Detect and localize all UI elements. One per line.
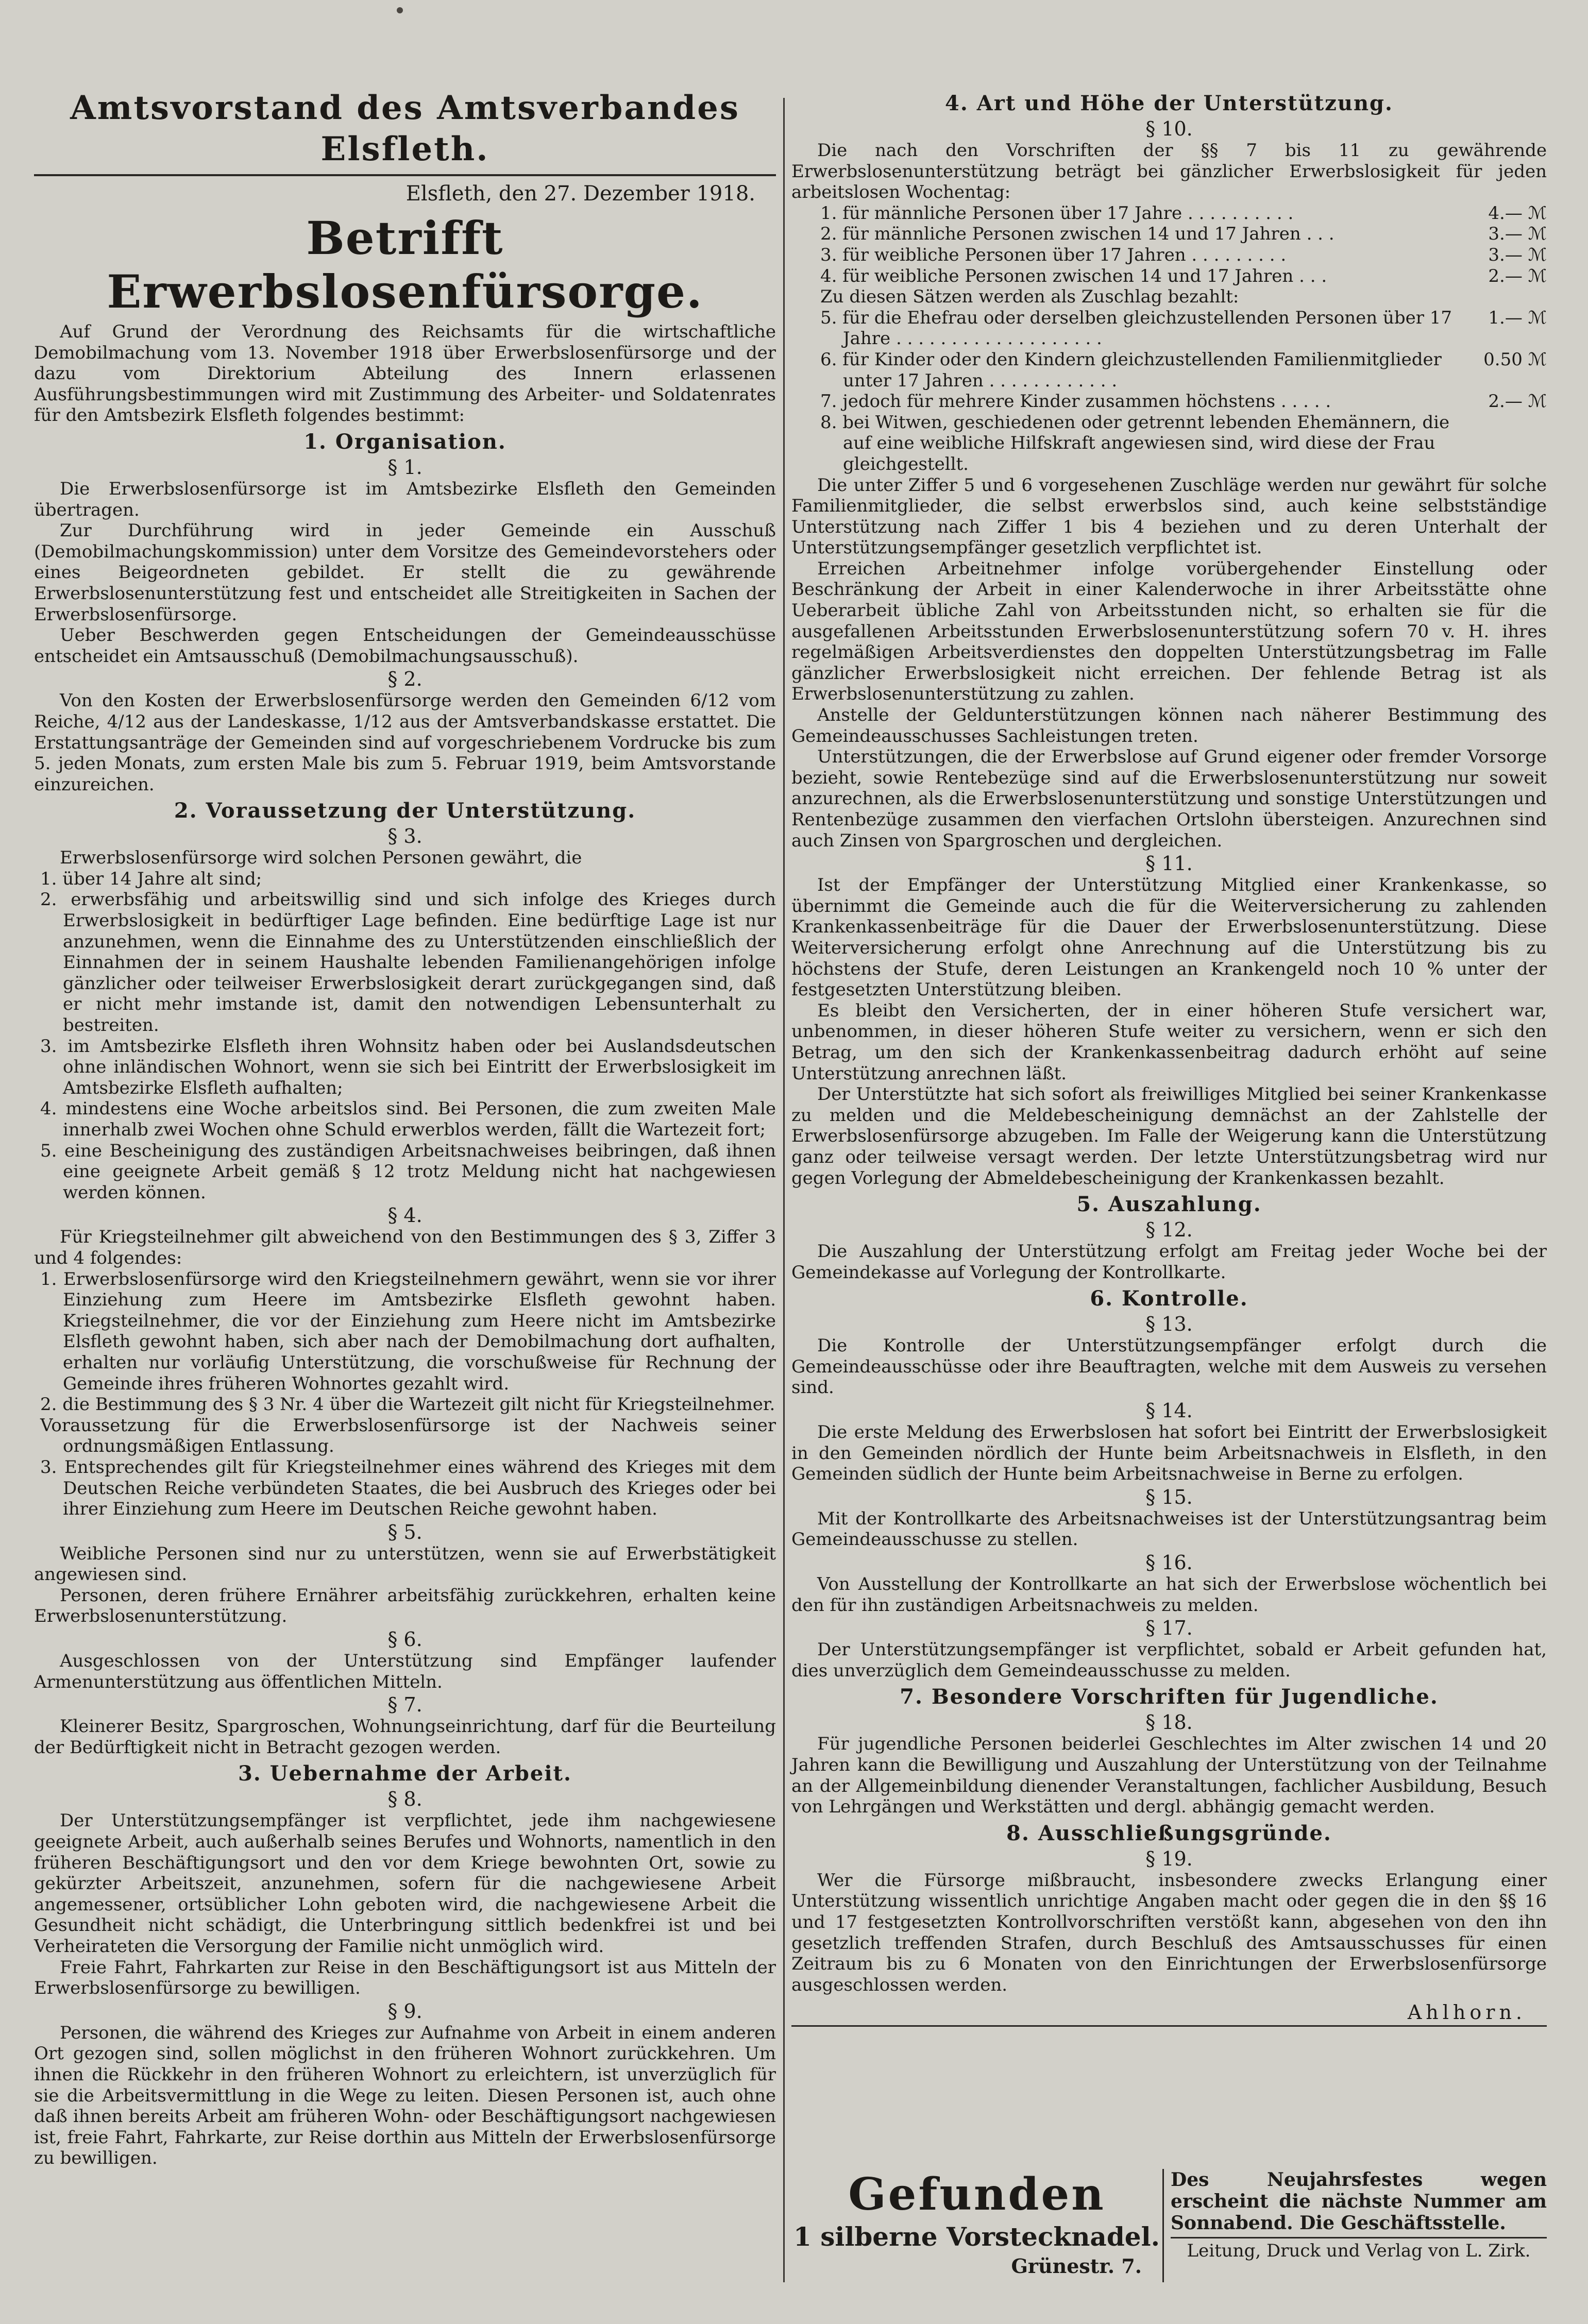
paragraph-number: § 14.: [1145, 1399, 1193, 1422]
section-heading-4: 4. Art und Höhe der Unterstützung.: [945, 91, 1393, 115]
dateline: Elsfleth, den 27. Dezember 1918.: [406, 182, 755, 206]
publisher-notice: [1171, 2169, 1547, 2263]
rate-amount: [1469, 412, 1547, 475]
paragraph-number: § 6.: [387, 1628, 423, 1651]
found-address: Grünestr. 7.: [1011, 2254, 1142, 2278]
paragraph-text: Für Kriegsteilnehmer gilt abweichend von den Bestimmungen des § 3, Ziffer 3 und 4 folgendes:: [34, 1227, 776, 1268]
paragraph-text: Die erste Meldung des Erwerbslosen hat sofort bei Eintritt der Erwerbslosigkeit in den Gemeinden nördlich der Hunte beim Arbeitsnachweis in Elsfleth, in den Gemeinden südlich der Hunte beim Arbeitsnachweise in Berne zu erfolgen.: [791, 1422, 1547, 1485]
paragraph-text: Von Ausstellung der Kontrollkarte an hat sich der Erwerbslose wöchentlich bei den für ihn zuständigen Arbeitsnachweis zu melden.: [791, 1574, 1547, 1616]
paragraph-text: Von den Kosten der Erwerbslosenfürsorge werden den Gemeinden 6/12 vom Reiche, 4/12 aus der Landeskasse, 1/12 aus der Amtsverbandskasse erstattet. Die Erstattungsanträge der Gemeinden sind auf vorgeschriebenem Vordrucke bis zum 5. jeden Monats, zum ersten Male bis zum 5. Februar 1919, beim Amtsvorstande einzureichen.: [34, 690, 776, 795]
rate-label: 4. für weibliche Personen zwischen 14 und 17 Jahren . . .: [820, 265, 1327, 286]
paragraph-number: § 8.: [387, 1788, 423, 1811]
authority-header: Amtsvorstand des Amtsverbandes Elsfleth.: [34, 88, 776, 176]
rate-amount: 4.— ℳ: [1488, 202, 1547, 224]
rate-label: 6. für Kinder oder den Kindern gleichzustellenden Familienmitglieder unter 17 Jahren . . . . . . . . . . . .: [820, 349, 1442, 391]
paragraph-number: § 5.: [387, 1520, 423, 1543]
paragraph-text: Unterstützungen, die der Erwerbslose auf Grund eigener oder fremder Vorsorge bezieht, sowie Rentebezüge sind auf die Erwerbslosenunterstützung nur soweit anzurechnen, als die Erwerbslosenunterstützung und sonstige Unterstützungen und Rentenbezüge zusammen den vierfachen Ortslohn übersteigen. Anzurechnen sind auch Zinsen von Spargroschen und dergleichen.: [791, 747, 1547, 851]
paragraph-text: Freie Fahrt, Fahrkarten zur Reise in den Beschäftigungsort ist aus Mitteln der Erwerbslosenfürsorge zu bewilligen.: [34, 1957, 776, 1999]
paragraph-text: Für jugendliche Personen beiderlei Geschlechtes im Alter zwischen 14 und 20 Jahren kann die Bewilligung und Auszahlung der Unterstützung von der Teilnahme an der Allgemeinbildung dienender Veranstaltungen, fachlicher Ausbildung, Besuch von Lehrgängen und Werkstätten und dergl. abhängig gemacht werden.: [791, 1734, 1547, 1818]
paragraph-number: § 1.: [387, 455, 423, 479]
intro-text: Auf Grund der Verordnung des Reichsamts für die wirtschaftliche Demobilmachung vom 13. November 1918 über Erwerbslosenfürsorge und der dazu vom Direktorium Abteilung des Innern erlassenen Ausführungsbestimmungen wird mit Zustimmung des Arbeiter- und Soldatenrates für den Amtsbezirk Elsfleth folgendes bestimmt:: [34, 321, 776, 426]
paragraph-text: Ueber Beschwerden gegen Entscheidungen der Gemeindeausschüsse entscheidet ein Amtsausschuß (Demobilmachungsausschuß).: [34, 625, 776, 667]
paragraph-number: § 2.: [387, 668, 423, 691]
found-ad: [791, 2169, 1164, 2282]
holiday-notice: Des Neujahrsfestes wegen erscheint die nächste Nummer am Sonnabend. Die Geschäftsstelle.: [1171, 2169, 1547, 2234]
list-item: 2. erwerbsfähig und arbeitswillig sind und sich infolge des Krieges durch Erwerbslosigkeit in bedürftiger Lage befinden. Eine bedürftige Lage ist nur anzunehmen, wenn die Einnahme des zu Unterstützenden einschließlich der Einnahmen der in seinem Haushalte lebenden Familienangehörigen infolge gänzlicher oder teilweiser Erwerbslosigkeit derart zurückgegangen sind, daß er nicht mehr imstande ist, damit den notwendigen Lebensunterhalt zu bestreiten.: [40, 889, 776, 1036]
rate-amount: 2.— ℳ: [1488, 265, 1547, 286]
paragraph-text: Die unter Ziffer 5 und 6 vorgesehenen Zuschläge werden nur gewährt für solche Familienmitglieder, die selbst erwerbslos sind, auch keine selbstständige Unterstützung nach Ziffer 1 bis 4 beziehen und zu deren Unterhalt der Unterstützungsempfänger gesetzlich verpflichtet ist.: [791, 474, 1547, 558]
signature: Ahlhorn.: [791, 1999, 1547, 2027]
paragraph-text: Der Unterstützungsempfänger ist verpflichtet, jede ihm nachgewiesene geeignete Arbeit, auch außerhalb seines Berufes und Wohnorts, namentlich in den früheren Beschäftigungsort und den vor dem Kriege bewohnten Ort, sowie zu gekürzter Arbeitszeit, anzunehmen, sofern für die nachgewiesene Arbeit angemessener, ortsüblicher Lohn geboten wird, die nachgewiesene Arbeit die Gesundheit nicht schädigt, die Unterbringung sittlich bedenkfrei ist und bei Verheirateten die Versorgung der Familie nicht unmöglich wird.: [34, 1810, 776, 1957]
section-heading-3: 3. Uebernahme der Arbeit.: [238, 1761, 572, 1786]
rate-label: 3. für weibliche Personen über 17 Jahren . . . . . . . . .: [820, 244, 1287, 265]
paragraph-text: Erreichen Arbeitnehmer infolge vorübergehender Einstellung oder Beschränkung der Arbeit in einer Kalenderwoche in ihrer Arbeitsstätte ohne Ueberarbeit übliche Zahl von Arbeitsstunden nicht, so erhalten sie für die ausgefallenen Arbeitsstunden Erwerbslosenunterstützung sofern 70 v. H. ihres regelmäßigen Arbeitsverdienstes den doppelten Unterstützungsbetrag im Falle gänzlicher Erwerbslosigkeit nicht erreichen. Der fehlende Betrag ist als Erwerbslosenunterstützung zu zahlen.: [791, 558, 1547, 705]
rate-note-text: Zu diesen Sätzen werden als Zuschlag bezahlt:: [820, 286, 1239, 308]
rate-amount: 3.— ℳ: [1488, 244, 1547, 265]
section-heading-5: 5. Auszahlung.: [1076, 1192, 1262, 1217]
column-divider: [783, 98, 785, 2282]
paragraph-text: Wer die Fürsorge mißbraucht, insbesondere zwecks Erlangung einer Unterstützung wissentlich unrichtige Angaben macht oder gegen die in den §§ 16 und 17 festgesetzten Kontrollvorschriften verstößt kann, abgesehen von den ihn gesetzlich treffenden Strafen, durch Beschluß des Amtsausschusses für einen Zeitraum bis zu 6 Monaten von den Einrichtungen der Erwerbslosenfürsorge ausgeschlossen werden.: [791, 1870, 1547, 1995]
found-heading: Gefunden: [848, 2168, 1106, 2220]
rate-row: [791, 349, 1547, 391]
section-heading-7: 7. Besondere Vorschriften für Jugendliche.: [900, 1685, 1439, 1709]
left-column: [34, 88, 776, 2169]
rate-label: 1. für männliche Personen über 17 Jahre . . . . . . . . . .: [820, 202, 1294, 224]
right-column: [791, 88, 1547, 2027]
list-item: 1. Erwerbslosenfürsorge wird den Kriegsteilnehmern gewährt, wenn sie vor ihrer Einziehung zum Heere im Amtsbezirke Elsfleth gewohnt haben. Kriegsteilnehmer, die vor der Einziehung zum Heere nicht im Amtsbezirke Elsfleth gewohnt haben, sich aber nach der Demobilmachung dort aufhalten, erhalten nur vorläufig Unterstützung, die vorschußweise für Rechnung der Gemeinde ihres früheren Wohnortes gezahlt wird.: [40, 1268, 776, 1394]
footer-ads: [791, 2169, 1547, 2282]
section-heading-1: 1. Organisation.: [303, 429, 506, 454]
rate-amount: 2.— ℳ: [1488, 391, 1547, 412]
rate-label: 7. jedoch für mehrere Kinder zusammen höchstens . . . . .: [820, 391, 1331, 412]
rate-row: [791, 245, 1547, 266]
paragraph-number: § 11.: [1145, 852, 1193, 875]
paragraph-number: § 12.: [1145, 1218, 1193, 1242]
paragraph-number: § 17.: [1145, 1617, 1193, 1640]
paragraph-number: § 16.: [1145, 1551, 1193, 1574]
paragraph-text: Der Unterstützungsempfänger ist verpflichtet, sobald er Arbeit gefunden hat, dies unverzüglich dem Gemeindeausschusse zu melden.: [791, 1639, 1547, 1681]
rate-label: 5. für die Ehefrau oder derselben gleichzustellenden Personen über 17 Jahre . . . . . . . . . . . . . . . . . . .: [820, 307, 1452, 349]
list-item: 2. die Bestimmung des § 3 Nr. 4 über die Wartezeit gilt nicht für Kriegsteilnehmer.: [40, 1394, 775, 1415]
list-item: 3. Entsprechendes gilt für Kriegsteilnehmer eines während des Krieges mit dem Deutschen Reiche verbündeten Staates, die bei Ausbruch des Krieges oder bei ihrer Einziehung zum Heere im Deutschen Reiche gewohnt haben.: [40, 1456, 776, 1520]
paragraph-number: § 18.: [1145, 1711, 1193, 1734]
paragraph-text: Es bleibt den Versicherten, der in einer höheren Stufe versichert war, unbenommen, in dieser höheren Stufe weiter zu versichern, wenn er sich den Betrag, um den sich der Krankenkassenbeitrag dadurch erhöht auf seine Unterstützung anrechnen läßt.: [791, 1000, 1547, 1084]
rate-amount: 0.50 ℳ: [1483, 349, 1547, 370]
rate-amount: 1.— ℳ: [1488, 307, 1547, 328]
paragraph-text: Personen, deren frühere Ernährer arbeitsfähig zurückkehren, erhalten keine Erwerbslosenunterstützung.: [34, 1585, 776, 1627]
paragraph-number: § 19.: [1145, 1847, 1193, 1870]
list-item: 1. über 14 Jahre alt sind;: [40, 868, 262, 889]
paragraph-text: Mit der Kontrollkarte des Arbeitsnachweises ist der Unterstützungsantrag beim Gemeindeausschusse zu stellen.: [791, 1508, 1547, 1550]
paragraph-text: Der Unterstützte hat sich sofort als freiwilliges Mitglied bei seiner Krankenkasse zu melden und die Meldebescheinigung demnächst an der Zahlstelle der Erwerbslosenfürsorge abzugeben. Im Falle der Weigerung kann die Unterstützung ganz oder teilweise versagt werden. Der letzte Unterstützungsbetrag wird nur gegen Vorlegung der Abmeldebescheinigung der Krankenkassen bezahlt.: [791, 1084, 1547, 1189]
paragraph-text: Kleinerer Besitz, Spargroschen, Wohnungseinrichtung, darf für die Beurteilung der Bedürftigkeit nicht in Betracht gezogen werden.: [34, 1716, 776, 1758]
paragraph-text: Erwerbslosenfürsorge wird solchen Personen gewährt, die: [60, 847, 582, 869]
conditions-list: [34, 869, 776, 1203]
ink-dot: [397, 7, 403, 13]
rate-row: [791, 203, 1547, 224]
paragraph-text: Ist der Empfänger der Unterstützung Mitglied einer Krankenkasse, so übernimmt die Gemeinde auch die für die Weiterversicherung zu zahlenden Krankenkassenbeiträge für die Dauer der Erwerbslosenunterstützung. Diese Weiterversicherung erfolgt ohne Anrechnung auf die Unterstützung bis zu höchstens der Stufe, deren Leistungen an Krankengeld noch 10 % unter der festgesetzten Unterstützung bleiben.: [791, 875, 1547, 1000]
paragraph-number: § 7.: [387, 1693, 423, 1717]
list-item: Voraussetzung für die Erwerbslosenfürsorge ist der Nachweis seiner ordnungsmäßigen Entlassung.: [40, 1415, 776, 1457]
list-item: 4. mindestens eine Woche arbeitslos sind. Bei Personen, die zum zweiten Male innerhalb zwei Wochen ohne Schuld erwerblos werden, fällt die Wartezeit fort;: [40, 1098, 776, 1140]
section-heading-2: 2. Voraussetzung der Unterstützung.: [174, 799, 636, 823]
rate-label: 2. für männliche Personen zwischen 14 und 17 Jahren . . .: [820, 224, 1334, 245]
paragraph-text: Weibliche Personen sind nur zu unterstützen, wenn sie auf Erwerbstätigkeit angewiesen sind.: [34, 1543, 776, 1585]
paragraph-number: § 3.: [387, 825, 423, 848]
paragraph-text: Die nach den Vorschriften der §§ 7 bis 11 zu gewährende Erwerbslosenunterstützung beträgt bei gänzlicher Erwerbslosigkeit für jeden arbeitslosen Wochentag:: [791, 140, 1547, 203]
rate-row: [791, 391, 1547, 412]
rate-row: [791, 308, 1547, 349]
paragraph-text: Personen, die während des Krieges zur Aufnahme von Arbeit in einem anderen Ort gezogen sind, sollen möglichst in den früheren Wohnort zurückkehren. Um ihnen die Rückkehr in den früheren Wohnort zu erleichtern, ist unverzüglich für sie die Arbeitsvermittlung in die Wege zu leiten. Diesen Personen ist, auch ohne daß ihnen bereits Arbeit am früheren Wohn- oder Beschäftigungsort nachgewiesen ist, freie Fahrt, Fahrkarte, zur Reise dorthin aus Mitteln der Erwerbslosenfürsorge zu bewilligen.: [34, 2022, 776, 2169]
paragraph-number: § 4.: [387, 1204, 423, 1227]
paragraph-text: Die Erwerbslosenfürsorge ist im Amtsbezirke Elsfleth den Gemeinden übertragen.: [34, 478, 776, 520]
paragraph-text: Die Auszahlung der Unterstützung erfolgt am Freitag jeder Woche bei der Gemeindekasse auf Vorlegung der Kontrollkarte.: [791, 1241, 1547, 1283]
paragraph-text: Die Kontrolle der Unterstützungsempfänger erfolgt durch die Gemeindeausschüsse oder ihre Beauftragten, welche mit dem Ausweis zu versehen sind.: [791, 1335, 1547, 1398]
list-item: 3. im Amtsbezirke Elsfleth ihren Wohnsitz haben oder bei Auslandsdeutschen ohne inländischen Wohnort, wenn sie sich bei Eintritt der Erwerbslosigkeit im Amtsbezirke Elsfleth aufhalten;: [40, 1036, 776, 1098]
paragraph-text: Zur Durchführung wird in jeder Gemeinde ein Ausschuß (Demobilmachungskommission) unter dem Vorsitze des Gemeindevorstehers oder eines Beigeordneten gebildet. Er stellt die zu gewährende Erwerbslosenunterstützung fest und entscheidet alle Streitigkeiten in Sachen der Erwerbslosenfürsorge.: [34, 520, 776, 625]
notice-title: Betrifft Erwerbslosenfürsorge.: [107, 211, 703, 318]
paragraph-number: § 15.: [1145, 1485, 1193, 1508]
found-item: 1 silberne Vorstecknadel.: [793, 2221, 1160, 2252]
paragraph-text: Anstelle der Geldunterstützungen können nach näherer Bestimmung des Gemeindeausschusses Sachleistungen treten.: [791, 705, 1547, 747]
paragraph-text: Ausgeschlossen von der Unterstützung sind Empfänger laufender Armenunterstützung aus öffentlichen Mitteln.: [34, 1651, 776, 1692]
paragraph-number: § 10.: [1145, 117, 1193, 140]
section-heading-8: 8. Ausschließungsgründe.: [1006, 1821, 1332, 1845]
paragraph-number: § 13.: [1145, 1313, 1193, 1336]
veterans-list: [34, 1269, 776, 1520]
rate-label: 8. bei Witwen, geschiedenen oder getrennt lebenden Ehemännern, die auf eine weibliche Hilfskraft angewiesen sind, wird diese der Frau gleichgestellt.: [820, 412, 1450, 474]
imprint: Leitung, Druck und Verlag von L. Zirk.: [1171, 2237, 1547, 2263]
rate-note: [791, 286, 1547, 308]
rate-row: [791, 412, 1547, 475]
rate-row: [791, 266, 1547, 287]
list-item: 5. eine Bescheinigung des zuständigen Arbeitsnachweises beibringen, daß ihnen eine geeignete Arbeit gemäß § 12 trotz Meldung nicht hat nachgewiesen werden können.: [40, 1140, 776, 1203]
rate-amount: 3.— ℳ: [1488, 224, 1547, 245]
paragraph-number: § 9.: [387, 1999, 423, 2023]
rate-row: [791, 224, 1547, 245]
section-heading-6: 6. Kontrolle.: [1090, 1286, 1248, 1311]
rate-table: [791, 203, 1547, 475]
